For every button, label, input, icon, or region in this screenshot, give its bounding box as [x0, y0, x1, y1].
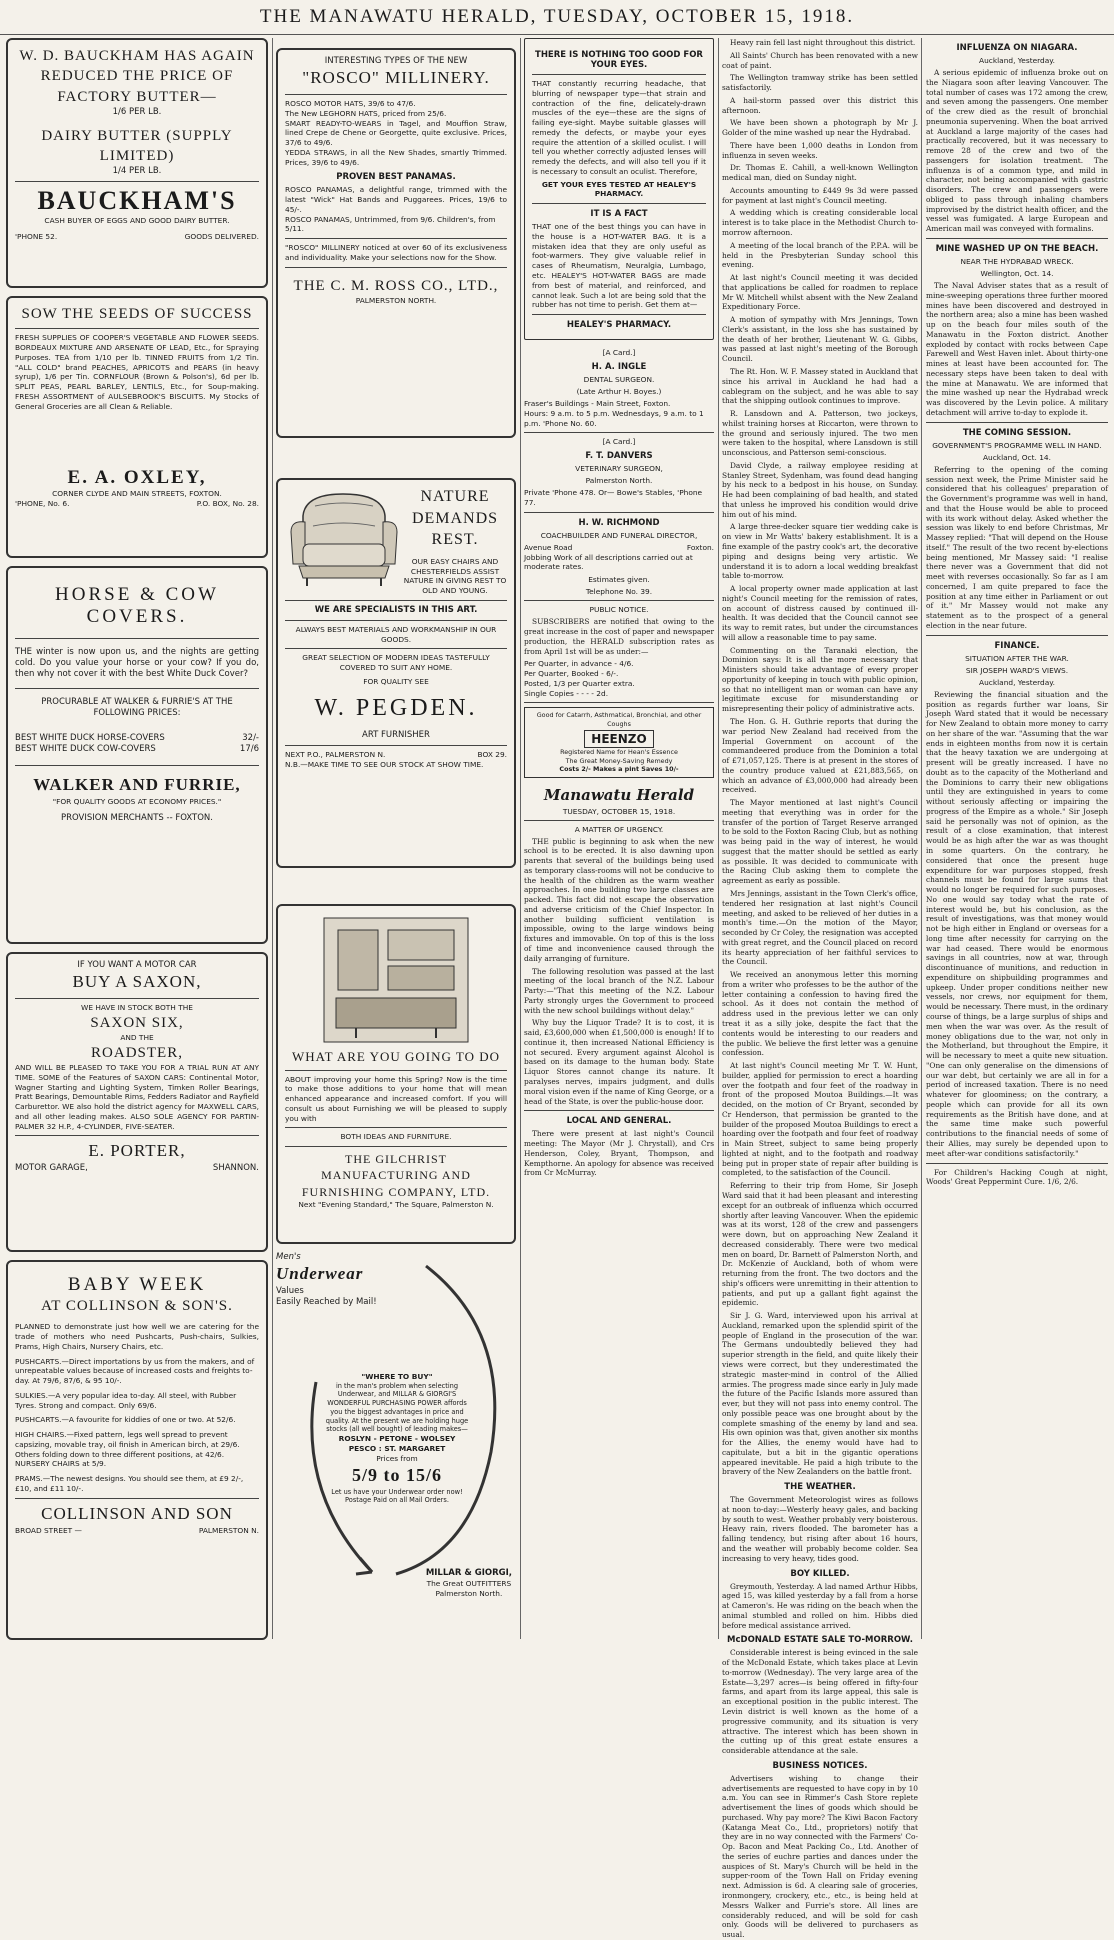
saxon-line1: WE HAVE IN STOCK BOTH THE — [81, 1002, 193, 1012]
news-paragraph: A meeting of the local branch of the P.P.A. will be held in the Presbyterian Sunday school this evening. — [722, 240, 918, 270]
column-4-text — [722, 38, 918, 1940]
news-paragraph: Sir J. G. Ward, interviewed upon his arrival at Auckland, remarked upon the splendid spirit of the people of England in the prosecution of the war. The Germans undoubtedly believed they had superior strength in the field, and quite likely their views were correct, but they underestimated the strategic master-mind in control of the Allied armies. The progress made since early in July made the future of the Pacific Islands more assured than ever, but they will not pass into enemy control. The only possible peace was one brought about by the complete smashing of the enemy by land and sea. His own opinion was that, given another six months for the Allies, the enemy would have had to capitulate, but a bit in the gigantic operations appeared inevitable. He paid a high tribute to the bravery of the New Zealanders on the battle front. — [722, 1311, 918, 1477]
richmond-name: H. W. RICHMOND — [578, 517, 660, 528]
porter-advert — [6, 952, 268, 1252]
news-paragraph: A large three-decker square tier wedding cake is on view in Mr Watts' bakery establishment. It is a fine example of the pastry cook's art, the decorative piping and designs being very artistic. We understand it is to adorn a local wedding breakfast table to-morrow. — [722, 522, 918, 581]
horse-cover-price: 32/- — [242, 733, 259, 744]
saxon-six: SAXON SIX, — [90, 1014, 184, 1031]
gilchrist-title: WHAT ARE YOU GOING TO DO — [291, 1049, 501, 1064]
leader-p1: THE public is beginning to ask when the new school is to be erected. It is also dawning upon parents that several of the buildings being used as temporary class-rooms will not be conducive to the health of the children as the warm weather approaches. In one building two large classes are packed. This fact did not escape the observation and adverse criticism of the Chief Inspector. In another building sufficient ventilation is impossible, owing to the large windows being fixtures and immovable. On top of this is the loss of time and inconvenience caused through the daily arranging of furniture. — [524, 836, 714, 963]
finance-body: Reviewing the financial situation and the position as regards further war loans, Sir Joseph Ward stated that it would be necessary for New Zealand to obtain more money to carry on her share of the war. "Assuming that the war ends in eighteen months from now it is certain that the heavy taxation we are undergoing at present will be greatly increased. I have no doubt as to the capacity of the Motherland and the Dominions to carry their new obligations until they are extinguished in years to come without seriously affecting or impairing the progress of the Empire as a whole." Sir Joseph said he personally was not of opinion, as the result of a close examination, that interest would be as high after the war as was thought in some quarters. On the contrary, he considered that once the present huge expenditure for war purposes stopped, fresh channels must be found for large sums that would no longer be required for such purposes. No one would say today what the rate of interest would be, but his conclusion, as the result of investigations, was that money would not be high either in England or overseas for a long time after necessity for carrying on the war had ceased. There would be enormous savings in all countries, now at war, through discontinuance of munitions, and reduction in expenditure on shipbuilding programmes and upkeep. Under proper conditions neither new vessels, nor crews, nor equipment for them, would be necessary. There must, in the ordinary course of things, be a large surplus of ships and men when the war was over. As the result of money obligations due to the war, not only in the Motherland, but throughout the Empire, it will be necessary to meet a quite new situation. "One can only generalise on the dimensions of our war debt, but certainly we are all in for a period of increased taxation. There is no need whatever for gloominess; on the contrary, a people which can provide for all its own requirements as the British have done, and at the same time make such powerful contributions to the financial needs of some of their Allies, may surely be depended upon to meet after-war conditions satisfactorily." — [926, 689, 1108, 1158]
millar-brands-2: PESCO : ST. MARGARET — [348, 1443, 446, 1453]
richmond-estimates: Estimates given. — [588, 575, 650, 585]
millar-tag: The Great OUTFITTERS — [426, 1579, 512, 1589]
rosco-leghorn: The New LEGHORN HATS, priced from 25/6. — [285, 108, 447, 118]
news-column-right — [722, 38, 918, 1940]
news-paragraph: A wedding which is creating considerable local interest is to take place in the Methodist Church to-morrow afternoon. — [722, 208, 918, 238]
millar-prices: Prices from — [376, 1453, 418, 1463]
boy-title: BOY KILLED. — [790, 1568, 850, 1579]
heenzo-line1: Good for Catarrh, Asthmatical, Bronchial, and other Coughs — [536, 711, 702, 728]
bauckham-advert — [6, 38, 268, 288]
pegden-advert — [276, 478, 516, 868]
ingle-late: (Late Arthur H. Boyes.) — [576, 387, 662, 397]
oxley-name: E. A. OXLEY, — [67, 467, 207, 489]
rosco-yedda: YEDDA STRAWS, in all the New Shades, smartly Trimmed. Prices, 39/6 to 49/6. — [285, 147, 507, 167]
news-paragraph: Referring to their trip from Home, Sir Joseph Ward said that it had been pleasant and interesting except for an outbreak of influenza which occurred shortly after leaving Vancouver. When the epidemic was at its worst, 128 of the crew and passengers were down, but on approaching New Zealand it decreased considerably. There were two medical men on board, Dr. Barnett of Palmerston North, and Dr. McKenzie of Auckland, both of whom were returning from the front. The two doctors and the ship's officers were unremitting in their attention to patients, and put up a gallant fight against the epidemic. — [722, 1181, 918, 1308]
biz-title: BUSINESS NOTICES. — [772, 1760, 868, 1771]
nature-line2: DEMANDS — [411, 509, 499, 527]
millar-giorgi-advert — [276, 1252, 516, 1607]
finance-title: FINANCE. — [994, 640, 1040, 651]
ingle-address: Fraser's Buildings - Main Street, Foxton. — [524, 399, 671, 409]
notice-rate-3: Posted, 1/3 per Quarter extra. — [524, 678, 635, 688]
oxley-title: SOW THE SEEDS OF SUCCESS — [21, 306, 253, 322]
pegden-next: NEXT P.O., PALMERSTON N. — [285, 749, 386, 759]
saxon-and-the: AND THE — [120, 1033, 154, 1042]
underwear-h2: Underwear — [276, 1264, 364, 1284]
gilchrist-address: Next "Evening Standard," The Square, Palmerston N. — [298, 1199, 494, 1209]
news-paragraph: The Mayor mentioned at last night's Council meeting that everything was in order for the transfer of the portion of Target Reserve arranged to be sold to the Foxton Racing Club, but as nothing was being paid in the way of interest, he would suggest that the matter should be settled as early as possible. It was decided to communicate with the Racing Club asking them to complete the agreement as early as possible. — [722, 798, 918, 886]
collinson-name: COLLINSON AND SON — [41, 1503, 233, 1523]
nature-line3: REST. — [431, 531, 479, 549]
heenzo-brand: HEENZO — [584, 730, 653, 748]
baby-week-title: BABY WEEK — [67, 1274, 207, 1295]
column-3 — [524, 38, 714, 1639]
nature-line1: NATURE — [420, 488, 490, 505]
rosco-motor-hats: ROSCO MOTOR HATS, 39/6 to 47/6. — [285, 98, 416, 108]
walker-foot: PROVISION MERCHANTS -- FOXTON. — [60, 813, 213, 824]
finance-sub: SITUATION AFTER THE WAR. — [965, 653, 1069, 663]
underwear-h4: Easily Reached by Mail! — [276, 1297, 377, 1308]
millar-brands-1: ROSLYN - PETONE - WOLSEY — [338, 1433, 456, 1443]
richmond-town: Foxton. — [686, 542, 714, 552]
pegden-box: BOX 29. — [477, 749, 507, 759]
bauckham-name: BAUCKHAM'S — [37, 186, 237, 216]
collinson-prams: PRAMS.—The newest designs. You should see them, at £9 2/-, £10, and £11 10/-. — [15, 1474, 244, 1493]
news-paragraph: The Rt. Hon. W. F. Massey stated in Auckland that since his arrival in Auckland he had had a cablegram on the subject, and he was able to say that the shipping outlook continues to improve. — [722, 366, 918, 406]
ingle-hours: Hours: 9 a.m. to 5 p.m. Wednesdays, 9 a.m. to 1 p.m. 'Phone No. 60. — [524, 408, 704, 428]
richmond-address: Avenue Road — [524, 542, 573, 552]
pegden-specialists: WE ARE SPECIALISTS IN THIS ART. — [314, 604, 478, 615]
gilchrist-body: ABOUT improving your home this Spring? Now is the time to make those additions to your home that will mean enhanced appearance and increased comfort. If you will consult us about Furnishing we will be pleased to supply you with — [285, 1074, 507, 1123]
heenzo-advert — [524, 707, 714, 777]
collinson-sulkies: SULKIES.—A very popular idea to-day. All steel, with Rubber Tyres. Strong and compact. Only 69/6. — [15, 1390, 237, 1410]
underwear-h3: Values — [276, 1285, 304, 1296]
healey-fact-body: THAT one of the best things you can have in the house is a HOT-WATER BAG. It is a mistaken idea that they are only useful as foot-warmers. They give valuable relief in cases of Rheumatism, Neuralgia, Lumbago, etc. HEALEY'S HOT-WATER BAGS are made from best of material, and reinforced, and cannot leak. Such a lot are being sold that the rubber has not time to perish. Get them at— — [532, 222, 706, 310]
covers-title: HORSE & COW COVERS. — [55, 584, 219, 627]
collinson-pushcarts-2: PUSHCARTS.—A favourite for kiddies of one or two. At 52/6. — [15, 1415, 236, 1425]
news-paragraph: At last night's Council meeting Mr T. W. Hunt, builder, applied for permission to erect a hoarding over the footpath and four feet of the roadway in front of the proposed Moutoa Buildings.—It was decided, on the motion of Cr Bryant, seconded by Cr Henderson, that permission be granted to the builder of the proposed Moutoa Buildings to erect a hoarding over the footpath and four feet of roadway in Main Street, subject to same being properly lighted at night, and to the footpath and roadway being put in proper state of repair after building is completed, to the satisfaction of the Council. — [722, 1061, 918, 1178]
armchair-illustration — [285, 486, 403, 590]
millar-name: MILLAR & GIORGI, — [425, 1568, 512, 1579]
finance-dateline: Auckland, Yesterday. — [979, 677, 1055, 687]
weather-body: The Government Meteorologist wires as follows at noon to-day:—Westerly heavy gales, and backing by south to west. Weather probably very boisterous. Heavy rain, rivers flooded. The barometer has a falling tendency, but rising after about 16 hours, and the weather will probably become colder. Sea increasing to very heavy, tides good. — [722, 1495, 918, 1563]
news-paragraph: Accounts amounting to £449 9s 3d were passed for payment at last night's Council meeting. — [722, 185, 918, 205]
rosco-advert — [276, 48, 516, 438]
covers-procurable: PROCURABLE AT WALKER & FURRIE'S AT THE FOLLOWING PRICES: — [41, 697, 233, 719]
ingle-card: [A Card.] — [602, 348, 636, 358]
rosco-title: "ROSCO" MILLINERY. — [302, 68, 490, 88]
danvers-phone: Private 'Phone 478. Or— Bowe's Stables, 'Phone 77. — [524, 488, 703, 508]
column-2 — [276, 38, 516, 1639]
ross-co-town: PALMERSTON NORTH. — [355, 295, 437, 305]
news-paragraph: The Hon. G. H. Guthrie reports that during the war period New Zealand had received from the Imperial Government on account of the commandeered produce from the Dominion a total of £71,057,125. There is at present in the stores of the country produce valued at £21,883,565, on which an advance of £3,000,000 had already been received. — [722, 717, 918, 795]
bauckham-delivery: GOODS DELIVERED. — [184, 232, 259, 242]
healey-name: HEALEY'S PHARMACY. — [566, 320, 672, 331]
estate-title: McDONALD ESTATE SALE TO-MORROW. — [727, 1635, 913, 1646]
column-rule — [921, 38, 922, 1639]
column-rule — [718, 38, 719, 1639]
bauckham-line3: FACTORY BUTTER— — [57, 88, 217, 105]
underwear-h1: Men's — [276, 1252, 301, 1262]
rosco-panamas-head: PROVEN BEST PANAMAS. — [336, 172, 456, 183]
influenza-body: A serious epidemic of influenza broke out on the Niagara soon after leaving Vancouver. The total number of cases was 172 among the crew, and seven among the passengers. One member of the crew died as the result of bronchial pneumonia supervening. When the boat arrived at Auckland a large majority of the cases had practically recovered, but it was necessary to remove 28 of the crew and two of the passengers for isolation treatment. The influenza is of a common type, and mild in character, not being accompanied with gastric disorders. The crew and passengers were obliged to pass through inhaling chambers improvised by the district health officer, and the vessel was fumigated. A large European and American mail was conveyed with formalins. — [926, 68, 1108, 234]
collinson-town: PALMERSTON N. — [198, 1525, 259, 1535]
rosco-show: "ROSCO" MILLINERY noticed at over 60 of its exclusiveness and individuality. Make your selections now for the Show. — [285, 243, 507, 262]
column-6 — [926, 38, 1108, 1639]
local-general-p1: There were present at last night's Council meeting: The Mayor (Mr J. Chrystall), and Crs Henderson, Coley, Bryant, Thompson, and Kempthorne. An apology for absence was received from Cr McMurray. — [524, 1129, 715, 1178]
where-to-buy: "WHERE TO BUY" — [361, 1372, 433, 1381]
baby-week-sub: AT COLLINSON & SON'S. — [41, 1298, 233, 1314]
news-paragraph: A hail-storm passed over this district this afternoon. — [722, 95, 918, 115]
paper-date: TUESDAY, OCTOBER 15, 1918. — [562, 806, 676, 816]
peppermint-cure: For Children's Hacking Cough at night, Woods' Great Peppermint Cure. 1/6, 2/6. — [926, 1167, 1108, 1187]
pegden-foot: N.B.—MAKE TIME TO SEE OUR STOCK AT SHOW TIME. — [285, 759, 484, 769]
danvers-title: VETERINARY SURGEON, — [575, 464, 663, 474]
covers-body: THE winter is now upon us, and the nights are getting cold. Do you value your horse or your cow? If you do, then why not cover it with the best White Duck Cover? — [15, 647, 259, 680]
notice-rate-2: Per Quarter, Booked - 6/-. — [524, 669, 619, 679]
paper-nameplate: Manawatu Herald — [543, 785, 695, 804]
gilchrist-sub: BOTH IDEAS AND FURNITURE. — [340, 1132, 452, 1142]
ross-co-name: THE C. M. ROSS CO., LTD., — [293, 277, 499, 294]
boy-body: Greymouth, Yesterday. A lad named Arthur Hibbs, aged 15, was killed yesterday by a fall from a horse at Cameron's. He was riding on the beach when the animal stumbled and rolled on him. Hibbs died before medical assistance arrived. — [722, 1581, 918, 1630]
danvers-name: F. T. DANVERS — [585, 451, 653, 462]
saxon-top: IF YOU WANT A MOTOR CAR — [77, 960, 197, 970]
healey-cta: GET YOUR EYES TESTED AT HEALEY'S PHARMACY. — [541, 179, 697, 199]
news-paragraph: A local property owner made application at last night's Council meeting for the remission of rates, on account of distress caused by continued ill-health. It was decided that the Council cannot see its way to remit rates, but under the circumstances will allow a reasonable time to pay same. — [722, 584, 918, 642]
notice-body: SUBSCRIBERS are notified that owing to the great increase in the cost of paper and newspaper production, the HERALD subscription rates as from April 1st will be as under:— — [524, 617, 714, 656]
weather-title: THE WEATHER. — [784, 1482, 856, 1493]
leader-p3: Why buy the Liquor Trade? It is to cost, it is said, £3,600,000 when £1,500,000 is enough! If to continue it, then increased National Efficiency is not secured. Every argument against Alcohol is based on its damage to the human body. State Liquor Stores cannot change its nature. It paralyses nerves, impairs judgment, and dulls moral vision even if the name of King George, or a head of the State, is over the public-house door. — [524, 1018, 714, 1106]
leader-title: A MATTER OF URGENCY. — [574, 824, 664, 834]
news-paragraph: The Wellington tramway strike has been settled satisfactorily. — [722, 73, 918, 93]
news-paragraph: There have been 1,000 deaths in London from influenza in seven weeks. — [722, 140, 918, 160]
millar-body: in the man's problem when selecting Underwear, and MILLAR & GIORGI'S WONDERFUL PURCHASING POWER affords you the biggest advantages in price and quality. At the present we are holding huge stocks (all well bought) of leading makes— — [325, 1381, 469, 1434]
healey-advert — [524, 38, 714, 340]
rosco-ready-to-wear: SMART READY-TO-WEARS in Tagel, and Mouffion Straw, lined Crepe de Chene or Georgette, quite exclusive. Prices, 37/6 to 49/6. — [285, 118, 507, 148]
porter-garage: MOTOR GARAGE, — [15, 1163, 88, 1174]
news-paragraph: Dr. Thomas E. Cahill, a well-known Wellington medical man, died on Sunday night. — [722, 163, 918, 183]
collinson-street: BROAD STREET — — [15, 1525, 82, 1535]
session-dateline: Auckland, Oct. 14. — [983, 452, 1051, 462]
bauckham-line1: W. D. BAUCKHAM HAS AGAIN — [19, 48, 255, 64]
gilchrist-name: THE GILCHRIST MANUFACTURING AND FURNISHING COMPANY, LTD. — [301, 1152, 491, 1199]
heenzo-line4: Costs 2/- Makes a pint Saves 10/- — [559, 765, 679, 774]
estate-body: Considerable interest is being evinced in the sale of the McDonald Estate, which takes place at Levin to-morrow (Wednesday). The very large area of the Estate—3,297 acres—is being offered in fifty-four farms, and apart from its large appeal, this sale is an exceptional position in the public interest. The Levin district is well known as the home of a progressive community, and its situation is very attractive. The interest which has been shown in the cutting up of this great estate ensures a considerable attendance at the sale. — [722, 1648, 918, 1756]
collinson-intro: PLANNED to demonstrate just how well we are catering for the trade of mothers who need Pushcarts, Push-chairs, Sulkies, Prams, High Chairs, Nursery Chairs, etc. — [15, 1322, 259, 1351]
finance-sub2: SIR JOSEPH WARD'S VIEWS. — [965, 665, 1069, 675]
mine-body: The Naval Adviser states that as a result of mine-sweeping operations three further moored mines have been discovered and destroyed in the northern area; also a mine has been washed up on the beach four miles south of the Manawatu in the Foxton district. Another exploded by contact with rocks between Cape Farewell and West Haven inlet. About thirty-one mines at least have been accounted for. The necessary steps have been taken to deal with the mine at Manawatu. We are informed that the mine washed up near the Hydrabad wreck was discovered by the Levin police. A military detachment will arrive to-day to explode it. — [926, 281, 1108, 417]
pegden-b2: GREAT SELECTION OF MODERN IDEAS TASTEFULLY COVERED TO SUIT ANY HOME. — [302, 653, 490, 673]
news-paragraph: We received an anonymous letter this morning from a writer who professes to be the author of the letter containing a confession to having fired the school. As it does not contain the method of address used in the previous letter we can only treat it as a silly joke, despite the fact that the contents would be interesting to our readers and the public. We believe the first letter was a genuine confession. — [722, 970, 918, 1058]
saxon-roadster: ROADSTER, — [91, 1044, 183, 1061]
notice-rate-4: Single Copies - - - - 2d. — [524, 688, 609, 698]
healey-body: THAT constantly recurring headache, that blurring of newspaper type—that strain and contraction of the fine, delicately-drawn muscles of the eye—these are the signs of failing eye-sight. Maybe suitable glasses will remedy the defects, or maybe your eyes require the attention of a skilled oculist. I will tell you whether correctly adjusted lenses will remedy the defects, and will also tell you if it is necessary to consult an oculist. Therefore, — [532, 79, 706, 176]
news-paragraph: David Clyde, a railway employee residing at Stanley Street, Sydenham, was found dead hanging by his neck to a bedpost in his house, on Sunday. He had been complaining of bad health, and stated that unless he improved his condition would drive him out of his mind. — [722, 460, 918, 519]
session-body: Referring to the opening of the coming session next week, the Prime Minister said he considered that his colleagues' preparation of the Government's programme was well in hand, and that the House would be able to proceed with its work without delay. Asked whether the session was likely to end before Christmas, Mr Massey replied: "That will depend on the House itself." The result of the two recent by-elections being mentioned, Mr Massey said: "I realise there never was a Government that did not meet with reverses occasionally. So far as I am concerned, I am quite prepared to face the position at any time either in Parliament or out of it." Mr Massey would not make any statement as to the prospect of a general election in the near future. — [926, 464, 1108, 630]
bauckham-phone: 'PHONE 52. — [15, 232, 58, 242]
ingle-name: H. A. INGLE — [591, 362, 647, 373]
news-paragraph: A motion of sympathy with Mrs Jennings, Town Clerk's assistant, in the loss she has sustained by the death of her brother, Lieutenant W. G. Gibbs, was passed at last night's meeting of the Borough Council. — [722, 315, 918, 364]
collinson-high-chairs: HIGH CHAIRS.—Fixed pattern, legs well spread to prevent capsizing, movable tray, oil finish in American birch, at 29/6. Others folding down to three different positions, at 42/6. NURSERY CHAIRS at 5/9. — [15, 1430, 240, 1469]
column-rule — [272, 38, 273, 1639]
bauckham-line4: DAIRY BUTTER (SUPPLY LIMITED) — [41, 127, 233, 165]
healey-fact: IT IS A FACT — [590, 209, 648, 220]
notice-title: PUBLIC NOTICE. — [589, 605, 649, 615]
healey-title: THERE IS NOTHING TOO GOOD FOR YOUR EYES. — [535, 50, 703, 70]
biz-body: Advertisers wishing to change their advertisements are requested to have copy in by 10 a.m. You can see in Rimmer's Cash Store replete advertisement the lines of goods which should be purchased. Why pay more? The Kiwi Bacon Factory (Katanga Meat Co., Ltd., proprietors) notify that they are in no way connected with the Farmers' Co-Op. Bacon and Meat Packing Co., Ltd. Another of the series of euchre parties and dances under the auspices of St. Mary's Church will be held in the supper-room of the Town Hall on Friday evening next. Admission is 6d. A clearing sale of groceries, ironmongery, crockery, etc., etc., is being held at Messrs Walker and Furrie's store. All lines are considerably reduced, and will be sold for cash only. Goods will be delivered to purchasers as usual. — [722, 1773, 918, 1940]
oxley-body: FRESH SUPPLIES OF COOPER'S VEGETABLE AND FLOWER SEEDS. BORDEAUX MIXTURE AND ARSENATE OF LEAD, Etc., for Spraying Purposes. TEA from 1/10 per lb. TINNED FRUITS from 1/2 Tin. "ALL COLD" brand PEACHES, APRICOTS and PEARS (in heavy syrup), 1/6 per Tin. CORNFLOUR (Brown & Polson's), 6d per lb. SPLIT PEAS, PEARL BARLEY, LENTILS, Etc., for Soup-making. FRESH ASSORTMENT of AULSEBROOK'S BISCUITS. My Stocks of General Groceries are all Clean & Reliable. — [15, 333, 259, 411]
local-general-title: LOCAL AND GENERAL. — [566, 1116, 672, 1127]
heenzo-line2: Registered Name for Hean's Essence — [560, 748, 678, 757]
saxon-title: BUY A SAXON, — [72, 972, 202, 992]
richmond-title: COACHBUILDER AND FUNERAL DIRECTOR, — [540, 530, 698, 540]
collinson-pushcarts: PUSHCARTS.—Direct importations by us from the makers, and of unrepeatable values because of increased costs and freights to-day. At 79/6, 87/6, & 95 10/-. — [15, 1356, 255, 1386]
session-title: THE COMING SESSION. — [962, 427, 1072, 438]
pegden-name: W. PEGDEN. — [314, 694, 478, 721]
influenza-dateline: Auckland, Yesterday. — [979, 56, 1055, 65]
danvers-town: Palmerston North. — [585, 476, 653, 486]
millar-tail: Let us have your Underwear order now! Postage Paid on all Mail Orders. — [331, 1487, 463, 1505]
saxon-body: AND WILL BE PLEASED TO TAKE YOU FOR A TRIAL RUN AT ANY TIME. SOME of the Features of SAXON CARS: Continental Motor, Wagner Starting and Lighting System, Timken Roller Bearings, Pratt Bearings, Demountable Rims, Fedders Radiator and Rayfield Carburettor. WE also hold the district agency for MAXWELL CARS, and all other leading makes. ALSO SOLE AGENCY FOR PARTIN-PALMER 32 H.P., 4-CYLINDER, FIVE-SEATER. — [15, 1063, 259, 1131]
mine-title: MINE WASHED UP ON THE BEACH. — [935, 244, 1099, 255]
news-paragraph: R. Lansdown and A. Patterson, two jockeys, whilst training horses at Riccarton, were thrown to the ground and seriously injured. The two men were taken to the hospital, where Lansdown is still unconscious, and Patterson semi-conscious. — [722, 409, 918, 458]
heenzo-line3: The Great Money-Saving Remedy — [565, 756, 673, 765]
millar-town: Palmerston North. — [435, 1589, 503, 1599]
pegden-b1: ALWAYS BEST MATERIALS AND WORKMANSHIP IN OUR GOODS. — [295, 624, 497, 644]
leader-p2: The following resolution was passed at the last meeting of the local branch of the N.Z. Labour Party:—"That this meeting of the N.Z. Labour Party strongly urges the Government to proceed with the new school buildings without delay." — [524, 966, 714, 1015]
news-paragraph: Commenting on the Taranaki election, the Dominion says: It is all the more necessary that Ministers should take advantage of every proper opportunity of keeping in touch with public opinion, so that no intelligent man or woman can have any legitimate excuse for misunderstanding or misrepresenting their policy of administrative acts. — [722, 645, 918, 714]
cow-cover-price: 17/6 — [239, 744, 259, 755]
pegden-side: OUR EASY CHAIRS AND CHESTERFIELDS ASSIST NATURE IN GIVING REST TO OLD AND YOUNG. — [403, 556, 507, 596]
session-sub: GOVERNMENT'S PROGRAMME WELL IN HAND. — [932, 440, 1102, 450]
collinson-advert — [6, 1260, 268, 1640]
horse-cover-item: BEST WHITE DUCK HORSE-COVERS — [15, 733, 165, 744]
danvers-card: [A Card.] — [602, 437, 636, 447]
news-paragraph: Mrs Jennings, assistant in the Town Clerk's office, tendered her resignation at last night's Council meeting, and asked to be relieved of her duties in a month's time.—On the motion of the Mayor, seconded by Cr Coley, the resignation was accepted with great regret, and the Council placed on record its hearty appreciation of her faithful services to the Council. — [722, 889, 918, 967]
bauckham-tag: CASH BUYER OF EGGS AND GOOD DAIRY BUTTER. — [44, 216, 230, 226]
oxley-advert — [6, 296, 268, 558]
richmond-body: Jobbing Work of all descriptions carried out at moderate rates. — [524, 552, 693, 572]
oxley-po-box: P.O. BOX, No. 28. — [196, 499, 259, 509]
mine-dateline: Wellington, Oct. 14. — [980, 269, 1054, 279]
bauckham-price2: 1/4 PER LB. — [112, 166, 162, 177]
porter-town: SHANNON. — [212, 1163, 259, 1174]
bauckham-line2: REDUCED THE PRICE OF — [40, 68, 234, 85]
mine-sub: NEAR THE HYDRABAD WRECK. — [960, 257, 1074, 267]
rosco-untrimmed: ROSCO PANAMAS, Untrimmed, from 9/6. Children's, from 5/11. — [285, 214, 496, 234]
notice-rate-1: Per Quarter, in advance - 4/6. — [524, 659, 634, 669]
gilchrist-advert — [276, 904, 516, 1244]
richmond-telephone: Telephone No. 39. — [585, 587, 653, 597]
ingle-title: DENTAL SURGEON. — [583, 375, 655, 385]
news-paragraph: All Saints' Church has been renovated with a new coat of paint. — [722, 50, 918, 70]
walker-furrie-advert — [6, 566, 268, 944]
pegden-b3: FOR QUALITY SEE — [363, 676, 429, 686]
news-paragraph: At last night's Council meeting it was decided that applications be called for roadmen to replace Mr W. Mitchell whilst absent with the New Zealand Expeditionary Force. — [722, 273, 918, 312]
millar-range: 5/9 to 15/6 — [352, 1465, 442, 1486]
rosco-panamas: ROSCO PANAMAS, a delightful range, trimmed with the latest "Wick" Hat Bands and Puggarees. Prices, 19/6 to 45/-. — [285, 185, 507, 214]
cow-cover-item: BEST WHITE DUCK COW-COVERS — [15, 744, 156, 755]
furniture-illustration — [316, 912, 476, 1048]
walker-name: WALKER AND FURRIE, — [33, 775, 241, 795]
masthead: THE MANAWATU HERALD, TUESDAY, OCTOBER 15, 1918. — [0, 0, 1114, 35]
rosco-top: INTERESTING TYPES OF THE NEW — [324, 56, 468, 66]
walker-tag: "FOR QUALITY GOODS AT ECONOMY PRICES." — [52, 797, 222, 807]
porter-name: E. PORTER, — [88, 1141, 186, 1161]
news-paragraph: Heavy rain fell last night throughout this district. — [730, 38, 916, 47]
oxley-phone: 'PHONE, No. 6. — [15, 499, 70, 509]
column-rule — [520, 38, 521, 1639]
influenza-title: INFLUENZA ON NIAGARA. — [956, 43, 1078, 53]
bauckham-price1: 1/6 PER LB. — [112, 106, 162, 117]
news-paragraph: We have been shown a photograph by Mr J. Golder of the mine washed up near the Hydrabad. — [722, 118, 918, 138]
oxley-address: CORNER CLYDE AND MAIN STREETS, FOXTON. — [52, 489, 222, 499]
column-1 — [6, 38, 268, 1639]
pegden-trade: ART FURNISHER — [362, 729, 430, 740]
